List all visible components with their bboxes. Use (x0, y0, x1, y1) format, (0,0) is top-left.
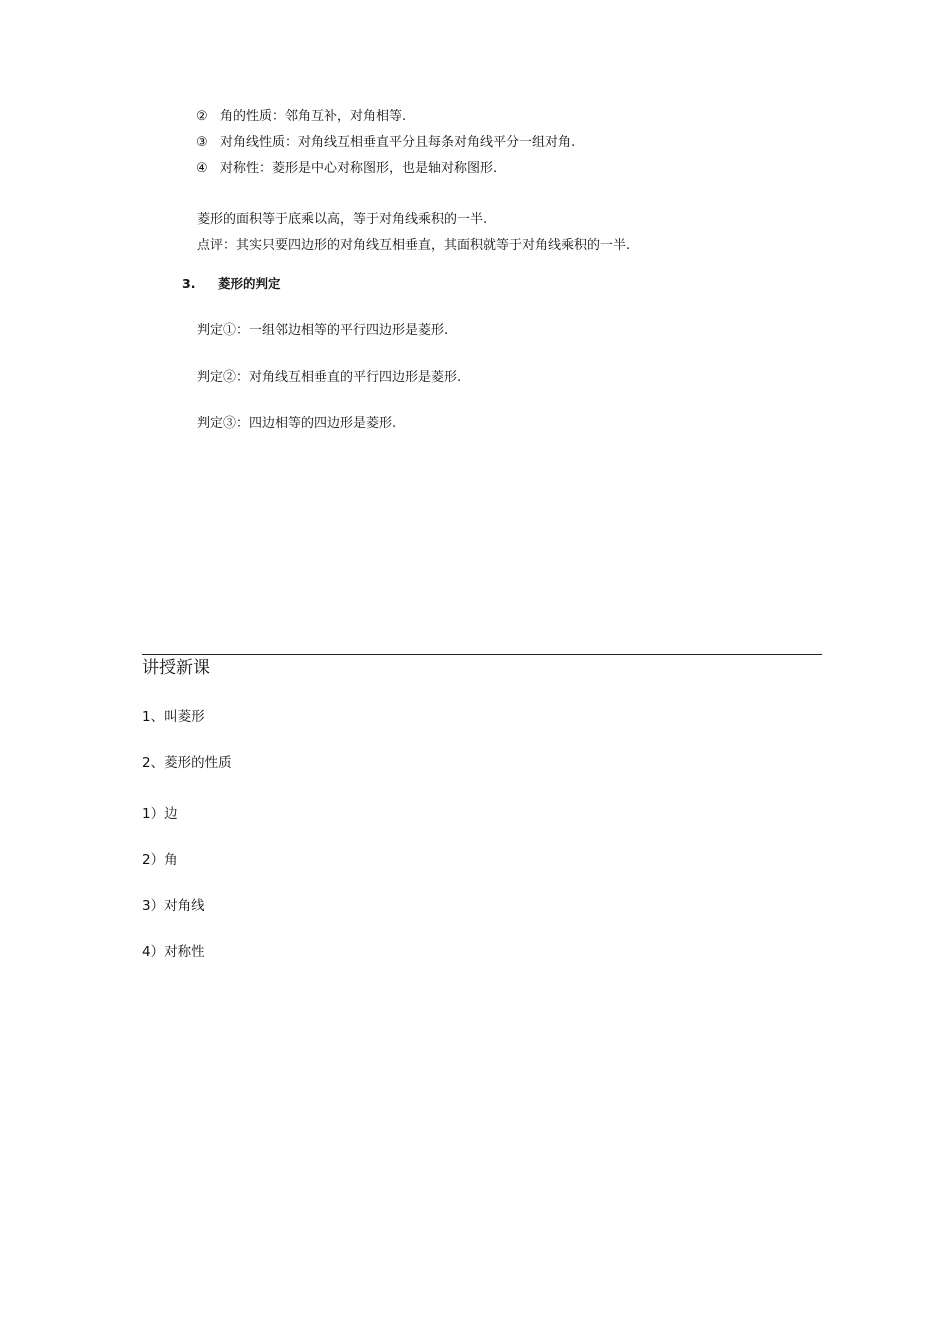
property-text: 角的性质：邻角互补，对角相等. (220, 109, 407, 124)
property-text: 对角线性质：对角线互相垂直平分且每条对角线平分一组对角. (220, 135, 576, 150)
outline-item (142, 943, 205, 961)
outline-number: 2 (142, 755, 151, 771)
circled-number: ② (196, 109, 208, 124)
determination-item-2: 判定②：对角线互相垂直的平行四边形是菱形. (197, 370, 462, 385)
outline-item (142, 754, 232, 772)
outline-text: 、菱形的性质 (150, 755, 232, 771)
heading-title: 菱形的判定 (218, 276, 281, 291)
property-angle (196, 109, 406, 125)
outline-text: 角 (164, 852, 178, 868)
outline-number: 3 (142, 898, 151, 914)
outline-text: 、叫菱形 (150, 709, 205, 725)
outline-number: 4 (142, 944, 151, 960)
outline-text: ）对角线 (150, 898, 205, 914)
outline-number: 1 (142, 709, 151, 725)
area-statement: 菱形的面积等于底乘以高，等于对角线乘积的一半. (197, 212, 488, 227)
outline-text: 边 (164, 806, 178, 822)
determination-item-3: 判定③：四边相等的四边形是菱形. (197, 416, 397, 431)
determination-heading (182, 276, 281, 292)
comment-statement: 点评：其实只要四边形的对角线互相垂直，其面积就等于对角线乘积的一半. (197, 238, 631, 253)
heading-number: 3. (182, 276, 196, 291)
determination-item-1: 判定①：一组邻边相等的平行四边形是菱形. (197, 323, 449, 338)
property-text: 对称性：菱形是中心对称图形，也是轴对称图形. (220, 161, 498, 176)
circled-number: ③ (196, 135, 208, 150)
outline-item (142, 805, 178, 823)
outline-item (142, 897, 205, 915)
section-divider (142, 654, 822, 655)
outline-item (142, 708, 205, 726)
property-diagonal (196, 135, 575, 151)
outline-number: 1） (142, 806, 165, 822)
outline-text: ）对称性 (150, 944, 205, 960)
lecture-title: 讲授新课 (142, 658, 210, 678)
outline-number: 2） (142, 852, 165, 868)
property-symmetry (196, 161, 497, 177)
circled-number: ④ (196, 161, 208, 176)
outline-item (142, 851, 178, 869)
